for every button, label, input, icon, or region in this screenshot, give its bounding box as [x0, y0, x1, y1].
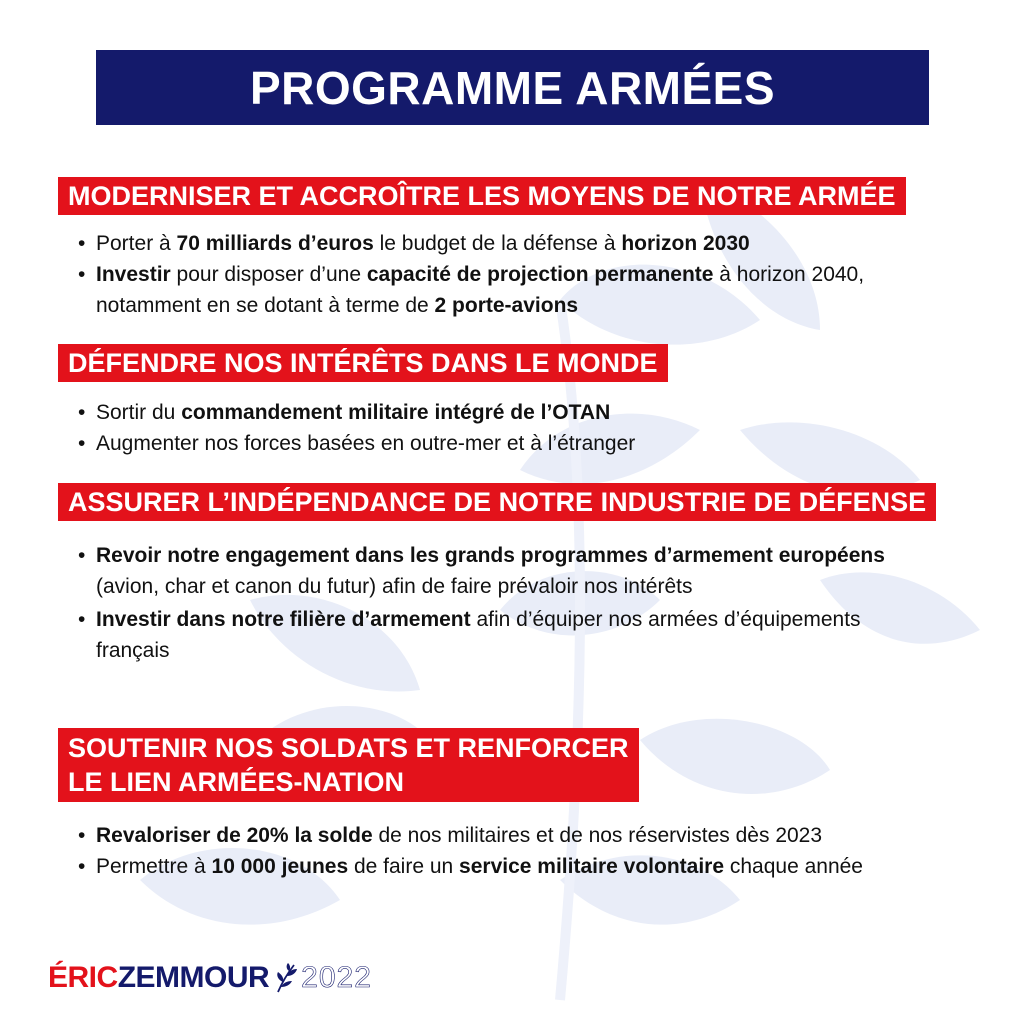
bold-text-run: 70 milliards d’euros [176, 232, 374, 255]
section-heading-line: ASSURER L’INDÉPENDANCE DE NOTRE INDUSTRIE DE DÉFENSE [68, 487, 927, 517]
bullet-text [96, 608, 861, 662]
bullet-item [78, 428, 928, 459]
bold-text-run: service militaire volontaire [459, 855, 725, 878]
bullet-item [78, 259, 928, 321]
section-heading-line: MODERNISER ET ACCROÎTRE LES MOYENS DE NOTRE ARMÉE [68, 181, 896, 211]
bold-text-run: Revoir notre engagement dans les grands programmes d’armement européens [96, 544, 885, 567]
logo-first-name: ÉRIC [48, 961, 118, 994]
text-run: le budget de la défense à [373, 232, 622, 255]
bullet-item [78, 228, 928, 259]
bullet-text [96, 263, 864, 317]
text-run: à horizon 2040, notamment en se dotant à terme de [96, 263, 865, 317]
text-run: Augmenter nos forces basées en outre-mer et à l’étranger [96, 432, 636, 455]
bullet-item [78, 397, 928, 428]
section-heading-line: LE LIEN ARMÉES-NATION [68, 767, 404, 797]
page-title: PROGRAMME ARMÉES [249, 61, 776, 114]
bullet-item [78, 540, 928, 602]
leaf-shape [640, 719, 830, 794]
bullet-list [78, 540, 928, 666]
bullet-text [96, 432, 635, 455]
olive-branch-icon [270, 962, 300, 994]
text-run: de nos militaires et de nos réservistes dès 2023 [372, 824, 823, 847]
bullet-text [96, 401, 610, 424]
text-run: Porter à [96, 232, 177, 255]
logo-last-name: ZEMMOUR [117, 961, 270, 994]
bold-text-run: horizon 2030 [621, 232, 750, 255]
text-run: pour disposer d’une [170, 263, 367, 286]
section-heading-industrie [58, 483, 936, 521]
bold-text-run: Revaloriser de 20% la solde [96, 824, 373, 847]
bold-text-run: commandement militaire intégré de l’OTAN [181, 401, 611, 424]
text-run: de faire un [348, 855, 460, 878]
bullet-text [96, 855, 863, 878]
text-run: Sortir du [96, 401, 182, 424]
bullet-list [78, 820, 928, 882]
section-heading-soldats [58, 728, 639, 802]
bold-text-run: 10 000 jeunes [211, 855, 349, 878]
section-heading-line: SOUTENIR NOS SOLDATS ET RENFORCER [68, 733, 629, 763]
bullet-item [78, 820, 928, 851]
text-run: chaque année [724, 855, 863, 878]
section-heading-defendre [58, 344, 668, 382]
title-banner [96, 50, 929, 125]
text-run: (avion, char et canon du futur) afin de faire prévaloir nos intérêts [96, 575, 693, 598]
bullet-text [96, 232, 750, 255]
bullet-item [78, 604, 928, 666]
text-run: Permettre à [96, 855, 212, 878]
bullet-text [96, 544, 885, 598]
bold-text-run: capacité de projection permanente [366, 263, 714, 286]
bullet-list [78, 397, 928, 459]
bullet-item [78, 851, 928, 882]
text-run: afin d’équiper nos armées d’équipements français [96, 608, 861, 662]
section-heading-moderniser [58, 177, 906, 215]
bullet-text [96, 824, 822, 847]
bold-text-run: Investir dans notre filière d’armement [96, 608, 471, 631]
bold-text-run: 2 porte-avions [434, 294, 579, 317]
logo-year: 2022 [301, 961, 372, 994]
bullet-list [78, 228, 928, 321]
bold-text-run: Investir [96, 263, 171, 286]
section-heading-line: DÉFENDRE NOS INTÉRÊTS DANS LE MONDE [68, 348, 658, 378]
campaign-logo [48, 958, 372, 998]
